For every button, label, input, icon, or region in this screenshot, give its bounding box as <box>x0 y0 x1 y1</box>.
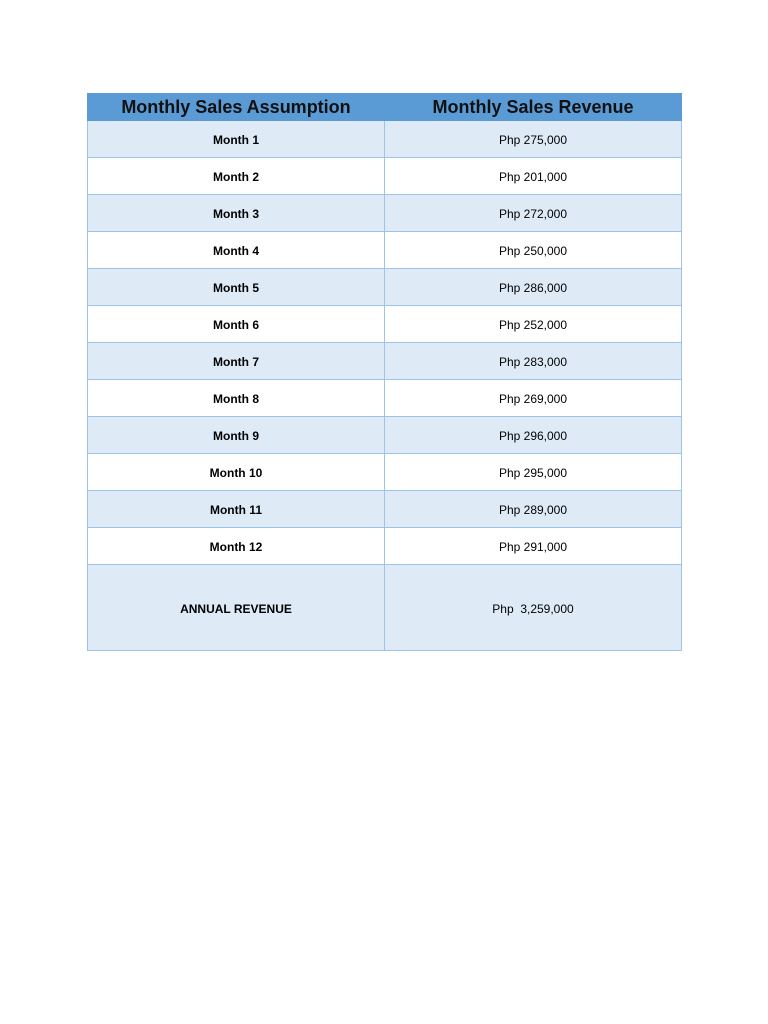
table-row <box>88 491 682 528</box>
table-row <box>88 528 682 565</box>
month-label: Month 6 <box>88 306 385 343</box>
month-label: Month 9 <box>88 417 385 454</box>
table-row <box>88 343 682 380</box>
annual-revenue-value: Php 3,259,000 <box>385 565 682 651</box>
month-label: Month 4 <box>88 232 385 269</box>
annual-revenue-label: ANNUAL REVENUE <box>88 565 385 651</box>
table-row <box>88 454 682 491</box>
month-revenue: Php 296,000 <box>385 417 682 454</box>
month-revenue: Php 269,000 <box>385 380 682 417</box>
month-revenue: Php 283,000 <box>385 343 682 380</box>
month-label: Month 8 <box>88 380 385 417</box>
month-label: Month 10 <box>88 454 385 491</box>
table-header-row <box>88 94 682 121</box>
month-revenue: Php 272,000 <box>385 195 682 232</box>
month-label: Month 1 <box>88 121 385 158</box>
table-row <box>88 195 682 232</box>
sales-sheet <box>87 93 681 651</box>
month-label: Month 12 <box>88 528 385 565</box>
header-revenue: Monthly Sales Revenue <box>385 94 682 121</box>
month-label: Month 11 <box>88 491 385 528</box>
table-row <box>88 269 682 306</box>
month-label: Month 5 <box>88 269 385 306</box>
month-revenue: Php 289,000 <box>385 491 682 528</box>
month-label: Month 3 <box>88 195 385 232</box>
month-revenue: Php 252,000 <box>385 306 682 343</box>
table-row <box>88 232 682 269</box>
month-label: Month 7 <box>88 343 385 380</box>
annual-total-row <box>88 565 682 651</box>
monthly-sales-table <box>87 93 682 651</box>
table-row <box>88 417 682 454</box>
month-revenue: Php 275,000 <box>385 121 682 158</box>
table-row <box>88 380 682 417</box>
table-row <box>88 121 682 158</box>
month-revenue: Php 286,000 <box>385 269 682 306</box>
month-revenue: Php 250,000 <box>385 232 682 269</box>
month-label: Month 2 <box>88 158 385 195</box>
table-row <box>88 158 682 195</box>
month-revenue: Php 291,000 <box>385 528 682 565</box>
month-revenue: Php 201,000 <box>385 158 682 195</box>
month-revenue: Php 295,000 <box>385 454 682 491</box>
header-assumption: Monthly Sales Assumption <box>88 94 385 121</box>
table-row <box>88 306 682 343</box>
